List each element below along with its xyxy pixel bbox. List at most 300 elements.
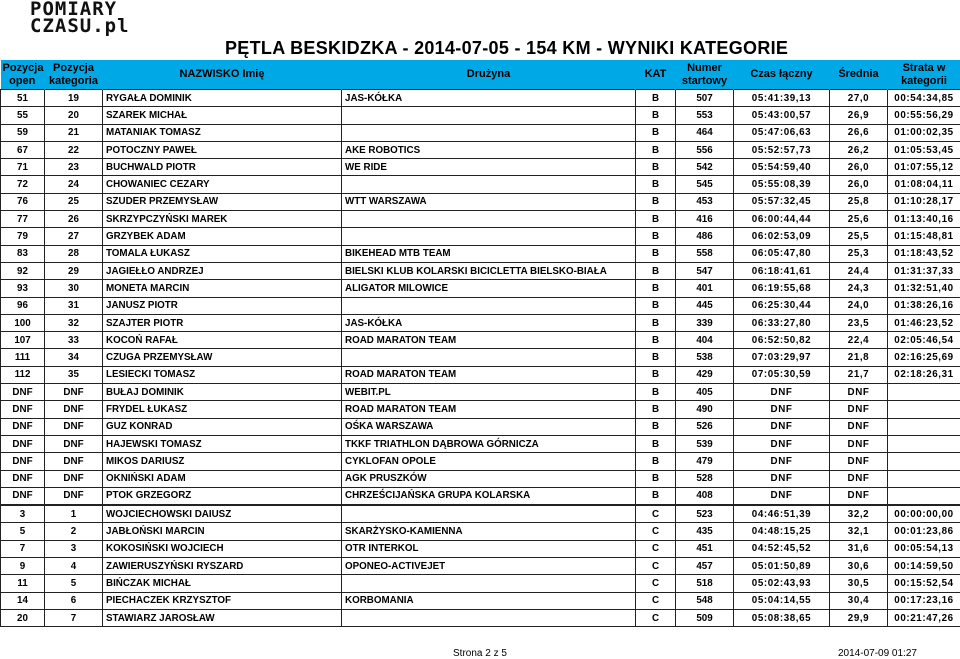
cell-start-number: 539 [676,435,734,452]
cell-pos-open: 112 [1,366,45,383]
cell-average-speed: 24,3 [830,280,888,297]
cell-category: B [636,107,676,124]
cell-total-time: DNF [734,384,830,401]
header-start-number: Numer startowy [676,60,734,90]
cell-total-time: 06:02:53,09 [734,228,830,245]
cell-start-number: 547 [676,262,734,279]
cell-team: WEBIT.PL [342,384,636,401]
table-row [1,487,960,505]
cell-name: LESIECKI TOMASZ [103,366,342,383]
cell-start-number: 429 [676,366,734,383]
cell-start-number: 486 [676,228,734,245]
cell-team [342,349,636,366]
table-row [1,211,960,228]
cell-name: HAJEWSKI TOMASZ [103,435,342,452]
cell-pos-open: 9 [1,558,45,575]
cell-start-number: 405 [676,384,734,401]
cell-name: TOMALA ŁUKASZ [103,245,342,262]
cell-average-speed: 30,4 [830,592,888,609]
table-row [1,193,960,210]
cell-category-loss: 00:21:47,26 [888,609,960,626]
table-row [1,523,960,540]
cell-average-speed: 32,1 [830,523,888,540]
table-row [1,124,960,141]
cell-pos-category: DNF [45,384,103,401]
cell-pos-open: 100 [1,314,45,331]
cell-total-time: DNF [734,418,830,435]
header-average-speed: Średnia [830,60,888,90]
cell-start-number: 548 [676,592,734,609]
cell-average-speed: 21,7 [830,366,888,383]
table-row [1,228,960,245]
cell-start-number: 416 [676,211,734,228]
cell-name: CZUGA PRZEMYSŁAW [103,349,342,366]
cell-pos-category: 25 [45,193,103,210]
cell-name: WOJCIECHOWSKI DAIUSZ [103,505,342,523]
cell-pos-category: 5 [45,575,103,592]
cell-category: C [636,540,676,557]
cell-category: B [636,245,676,262]
cell-name: MATANIAK TOMASZ [103,124,342,141]
cell-team: JAS-KÓŁKA [342,90,636,107]
cell-pos-category: 32 [45,314,103,331]
cell-category-loss: 02:16:25,69 [888,349,960,366]
cell-total-time: 07:05:30,59 [734,366,830,383]
cell-name: GRZYBEK ADAM [103,228,342,245]
cell-team [342,609,636,626]
cell-team: ROAD MARATON TEAM [342,366,636,383]
logo-line-1: POMIARY [30,0,118,20]
cell-pos-category: 28 [45,245,103,262]
header-category: KAT [636,60,676,90]
cell-pos-category: 31 [45,297,103,314]
cell-total-time: 04:52:45,52 [734,540,830,557]
cell-category-loss: 01:07:55,12 [888,159,960,176]
cell-team: BIKEHEAD MTB TEAM [342,245,636,262]
header-total-time: Czas łączny [734,60,830,90]
table-row [1,366,960,383]
cell-average-speed: 22,4 [830,332,888,349]
cell-name: STAWIARZ JAROSŁAW [103,609,342,626]
cell-total-time: DNF [734,487,830,505]
cell-category: B [636,124,676,141]
table-row [1,505,960,523]
cell-category: B [636,193,676,210]
cell-category-loss: 00:14:59,50 [888,558,960,575]
cell-start-number: 556 [676,141,734,158]
cell-total-time: 05:57:32,45 [734,193,830,210]
table-row [1,176,960,193]
cell-pos-category: 30 [45,280,103,297]
cell-pos-open: 67 [1,141,45,158]
cell-total-time: DNF [734,453,830,470]
cell-category-loss: 01:15:48,81 [888,228,960,245]
cell-pos-open: DNF [1,487,45,505]
cell-category-loss [888,487,960,505]
cell-category-loss: 01:46:23,52 [888,314,960,331]
cell-pos-open: 93 [1,280,45,297]
cell-category: B [636,349,676,366]
cell-category: B [636,470,676,487]
results-table [0,60,960,627]
cell-category: B [636,297,676,314]
cell-category-loss: 00:15:52,54 [888,575,960,592]
cell-average-speed: 24,0 [830,297,888,314]
cell-category: B [636,418,676,435]
cell-average-speed: 25,3 [830,245,888,262]
table-row [1,90,960,107]
cell-category-loss [888,384,960,401]
cell-start-number: 553 [676,107,734,124]
cell-total-time: DNF [734,401,830,418]
cell-start-number: 464 [676,124,734,141]
cell-category-loss: 01:08:04,11 [888,176,960,193]
cell-start-number: 542 [676,159,734,176]
cell-category: C [636,558,676,575]
cell-name: KOCOŃ RAFAŁ [103,332,342,349]
cell-name: SKRZYPCZYŃSKI MAREK [103,211,342,228]
cell-team [342,124,636,141]
cell-category: B [636,453,676,470]
cell-name: CHOWANIEC CEZARY [103,176,342,193]
cell-name: JABŁOŃSKI MARCIN [103,523,342,540]
cell-average-speed: DNF [830,435,888,452]
cell-average-speed: 27,0 [830,90,888,107]
cell-pos-category: 29 [45,262,103,279]
cell-pos-open: 7 [1,540,45,557]
cell-pos-open: 77 [1,211,45,228]
cell-pos-open: 3 [1,505,45,523]
cell-start-number: 523 [676,505,734,523]
print-date: 2014-07-09 01:27 [838,648,917,659]
cell-start-number: 453 [676,193,734,210]
table-row [1,107,960,124]
cell-start-number: 558 [676,245,734,262]
cell-category-loss: 01:31:37,33 [888,262,960,279]
table-row [1,314,960,331]
cell-category: C [636,505,676,523]
header-name: NAZWISKO Imię [103,60,342,90]
cell-category-loss: 00:00:00,00 [888,505,960,523]
cell-name: ZAWIERUSZYŃSKI RYSZARD [103,558,342,575]
cell-pos-category: DNF [45,487,103,505]
cell-total-time: 06:33:27,80 [734,314,830,331]
cell-average-speed: DNF [830,470,888,487]
cell-team: SKARŻYSKO-KAMIENNA [342,523,636,540]
table-row [1,245,960,262]
cell-category: C [636,592,676,609]
header-position-category: Pozycja kategoria [45,60,103,90]
cell-average-speed: 26,0 [830,176,888,193]
cell-pos-open: DNF [1,453,45,470]
cell-team: WTT WARSZAWA [342,193,636,210]
cell-pos-category: DNF [45,453,103,470]
cell-name: JAGIEŁŁO ANDRZEJ [103,262,342,279]
cell-category-loss: 01:05:53,45 [888,141,960,158]
cell-total-time: 05:47:06,63 [734,124,830,141]
cell-average-speed: 24,4 [830,262,888,279]
cell-start-number: 435 [676,523,734,540]
cell-name: POTOCZNY PAWEŁ [103,141,342,158]
cell-name: MIKOS DARIUSZ [103,453,342,470]
cell-category-loss: 02:18:26,31 [888,366,960,383]
cell-name: SZUDER PRZEMYSŁAW [103,193,342,210]
cell-pos-open: 59 [1,124,45,141]
cell-average-speed: 25,8 [830,193,888,210]
cell-pos-category: 35 [45,366,103,383]
cell-pos-category: 4 [45,558,103,575]
cell-category: B [636,176,676,193]
cell-team: OPONEO-ACTIVEJET [342,558,636,575]
cell-pos-category: 3 [45,540,103,557]
cell-team [342,107,636,124]
cell-category: B [636,280,676,297]
cell-team: TKKF TRIATHLON DĄBROWA GÓRNICZA [342,435,636,452]
cell-pos-open: 20 [1,609,45,626]
table-row [1,575,960,592]
table-header [1,60,960,90]
cell-pos-open: DNF [1,470,45,487]
cell-category-loss: 01:18:43,52 [888,245,960,262]
cell-pos-open: 5 [1,523,45,540]
cell-name: OKNIŃSKI ADAM [103,470,342,487]
cell-pos-category: 26 [45,211,103,228]
table-row [1,349,960,366]
cell-team: AKE ROBOTICS [342,141,636,158]
page-number: Strona 2 z 5 [453,648,507,659]
cell-category-loss: 01:32:51,40 [888,280,960,297]
cell-pos-category: DNF [45,435,103,452]
cell-pos-category: 19 [45,90,103,107]
cell-pos-category: 21 [45,124,103,141]
cell-category-loss: 01:38:26,16 [888,297,960,314]
cell-category: B [636,159,676,176]
cell-average-speed: DNF [830,453,888,470]
cell-name: SZAJTER PIOTR [103,314,342,331]
cell-average-speed: 30,6 [830,558,888,575]
cell-total-time: 04:48:15,25 [734,523,830,540]
cell-team [342,575,636,592]
cell-category: B [636,262,676,279]
cell-category: C [636,575,676,592]
cell-pos-category: 1 [45,505,103,523]
table-row [1,159,960,176]
cell-pos-category: 33 [45,332,103,349]
cell-pos-open: DNF [1,401,45,418]
cell-category-loss [888,470,960,487]
cell-average-speed: DNF [830,401,888,418]
cell-total-time: 07:03:29,97 [734,349,830,366]
cell-average-speed: 25,6 [830,211,888,228]
cell-category: B [636,435,676,452]
cell-average-speed: 26,9 [830,107,888,124]
cell-category: C [636,523,676,540]
cell-pos-open: 76 [1,193,45,210]
cell-start-number: 526 [676,418,734,435]
cell-category: B [636,487,676,505]
cell-start-number: 538 [676,349,734,366]
cell-total-time: 05:43:00,57 [734,107,830,124]
cell-team: KORBOMANIA [342,592,636,609]
cell-name: PIECHACZEK KRZYSZTOF [103,592,342,609]
cell-team [342,228,636,245]
cell-category: B [636,384,676,401]
cell-pos-open: 111 [1,349,45,366]
cell-total-time: 06:19:55,68 [734,280,830,297]
cell-category-loss: 00:01:23,86 [888,523,960,540]
table-row [1,384,960,401]
cell-total-time: 06:05:47,80 [734,245,830,262]
cell-pos-category: 2 [45,523,103,540]
cell-pos-open: 72 [1,176,45,193]
cell-start-number: 479 [676,453,734,470]
cell-team [342,211,636,228]
cell-start-number: 490 [676,401,734,418]
cell-total-time: 05:02:43,93 [734,575,830,592]
cell-average-speed: 25,5 [830,228,888,245]
table-row [1,332,960,349]
cell-start-number: 518 [676,575,734,592]
table-row [1,540,960,557]
cell-category: B [636,366,676,383]
cell-total-time: 06:52:50,82 [734,332,830,349]
cell-name: BUCHWALD PIOTR [103,159,342,176]
cell-average-speed: 26,0 [830,159,888,176]
cell-category-loss [888,418,960,435]
cell-pos-open: 107 [1,332,45,349]
cell-pos-category: 27 [45,228,103,245]
cell-pos-open: 79 [1,228,45,245]
header-team: Drużyna [342,60,636,90]
cell-team [342,297,636,314]
cell-name: KOKOSIŃSKI WOJCIECH [103,540,342,557]
cell-name: RYGAŁA DOMINIK [103,90,342,107]
cell-total-time: 05:08:38,65 [734,609,830,626]
cell-total-time: 05:54:59,40 [734,159,830,176]
cell-pos-open: 14 [1,592,45,609]
cell-pos-open: DNF [1,435,45,452]
cell-total-time: 05:55:08,39 [734,176,830,193]
cell-start-number: 408 [676,487,734,505]
cell-category: B [636,90,676,107]
cell-pos-category: 34 [45,349,103,366]
cell-pos-open: DNF [1,418,45,435]
cell-average-speed: 26,2 [830,141,888,158]
cell-name: PTOK GRZEGORZ [103,487,342,505]
cell-category-loss [888,453,960,470]
cell-name: GUZ KONRAD [103,418,342,435]
cell-start-number: 401 [676,280,734,297]
cell-average-speed: DNF [830,418,888,435]
cell-pos-category: DNF [45,401,103,418]
cell-total-time: 05:41:39,13 [734,90,830,107]
results-table-container [0,60,960,627]
table-row [1,435,960,452]
cell-name: FRYDEL ŁUKASZ [103,401,342,418]
cell-category-loss [888,401,960,418]
cell-total-time: 06:25:30,44 [734,297,830,314]
cell-category-loss: 01:00:02,35 [888,124,960,141]
cell-category-loss: 01:10:28,17 [888,193,960,210]
cell-average-speed: 31,6 [830,540,888,557]
cell-average-speed: 30,5 [830,575,888,592]
table-row [1,453,960,470]
cell-category-loss: 01:13:40,16 [888,211,960,228]
cell-category-loss [888,435,960,452]
page-title: PĘTLA BESKIDZKA - 2014-07-05 - 154 KM - WYNIKI KATEGORIE [225,38,789,58]
cell-name: BUŁAJ DOMINIK [103,384,342,401]
cell-team [342,176,636,193]
cell-team: CYKLOFAN OPOLE [342,453,636,470]
cell-total-time: 06:18:41,61 [734,262,830,279]
cell-start-number: 509 [676,609,734,626]
table-row [1,141,960,158]
cell-team: ROAD MARATON TEAM [342,332,636,349]
cell-pos-category: 6 [45,592,103,609]
cell-pos-open: 71 [1,159,45,176]
cell-category-loss: 00:55:56,29 [888,107,960,124]
cell-team: BIELSKI KLUB KOLARSKI BICICLETTA BIELSKO-BIAŁA [342,262,636,279]
cell-pos-open: 92 [1,262,45,279]
cell-start-number: 457 [676,558,734,575]
cell-average-speed: DNF [830,384,888,401]
cell-pos-category: 22 [45,141,103,158]
cell-name: SZAREK MICHAŁ [103,107,342,124]
cell-pos-category: 7 [45,609,103,626]
cell-name: BIŃCZAK MICHAŁ [103,575,342,592]
cell-category: B [636,141,676,158]
cell-pos-open: 96 [1,297,45,314]
cell-start-number: 404 [676,332,734,349]
cell-total-time: DNF [734,470,830,487]
cell-total-time: 06:00:44,44 [734,211,830,228]
cell-team: ALIGATOR MILOWICE [342,280,636,297]
cell-pos-category: DNF [45,418,103,435]
cell-average-speed: 29,9 [830,609,888,626]
cell-team: ROAD MARATON TEAM [342,401,636,418]
cell-total-time: DNF [734,435,830,452]
table-row [1,262,960,279]
table-row [1,418,960,435]
cell-team: OŚKA WARSZAWA [342,418,636,435]
cell-total-time: 05:52:57,73 [734,141,830,158]
table-row [1,470,960,487]
cell-pos-open: DNF [1,384,45,401]
cell-category: B [636,228,676,245]
cell-average-speed: 26,6 [830,124,888,141]
table-body [1,90,960,627]
cell-total-time: 05:01:50,89 [734,558,830,575]
cell-start-number: 339 [676,314,734,331]
cell-total-time: 04:46:51,39 [734,505,830,523]
header-position-open: Pozycja open [1,60,45,90]
cell-category-loss: 00:54:34,85 [888,90,960,107]
cell-start-number: 451 [676,540,734,557]
cell-team: WE RIDE [342,159,636,176]
cell-start-number: 507 [676,90,734,107]
cell-start-number: 528 [676,470,734,487]
cell-team [342,505,636,523]
cell-team: AGK PRUSZKÓW [342,470,636,487]
cell-average-speed: DNF [830,487,888,505]
cell-team: JAS-KÓŁKA [342,314,636,331]
cell-category: B [636,401,676,418]
cell-pos-category: 24 [45,176,103,193]
cell-average-speed: 21,8 [830,349,888,366]
cell-category: B [636,332,676,349]
cell-pos-open: 51 [1,90,45,107]
cell-name: JANUSZ PIOTR [103,297,342,314]
